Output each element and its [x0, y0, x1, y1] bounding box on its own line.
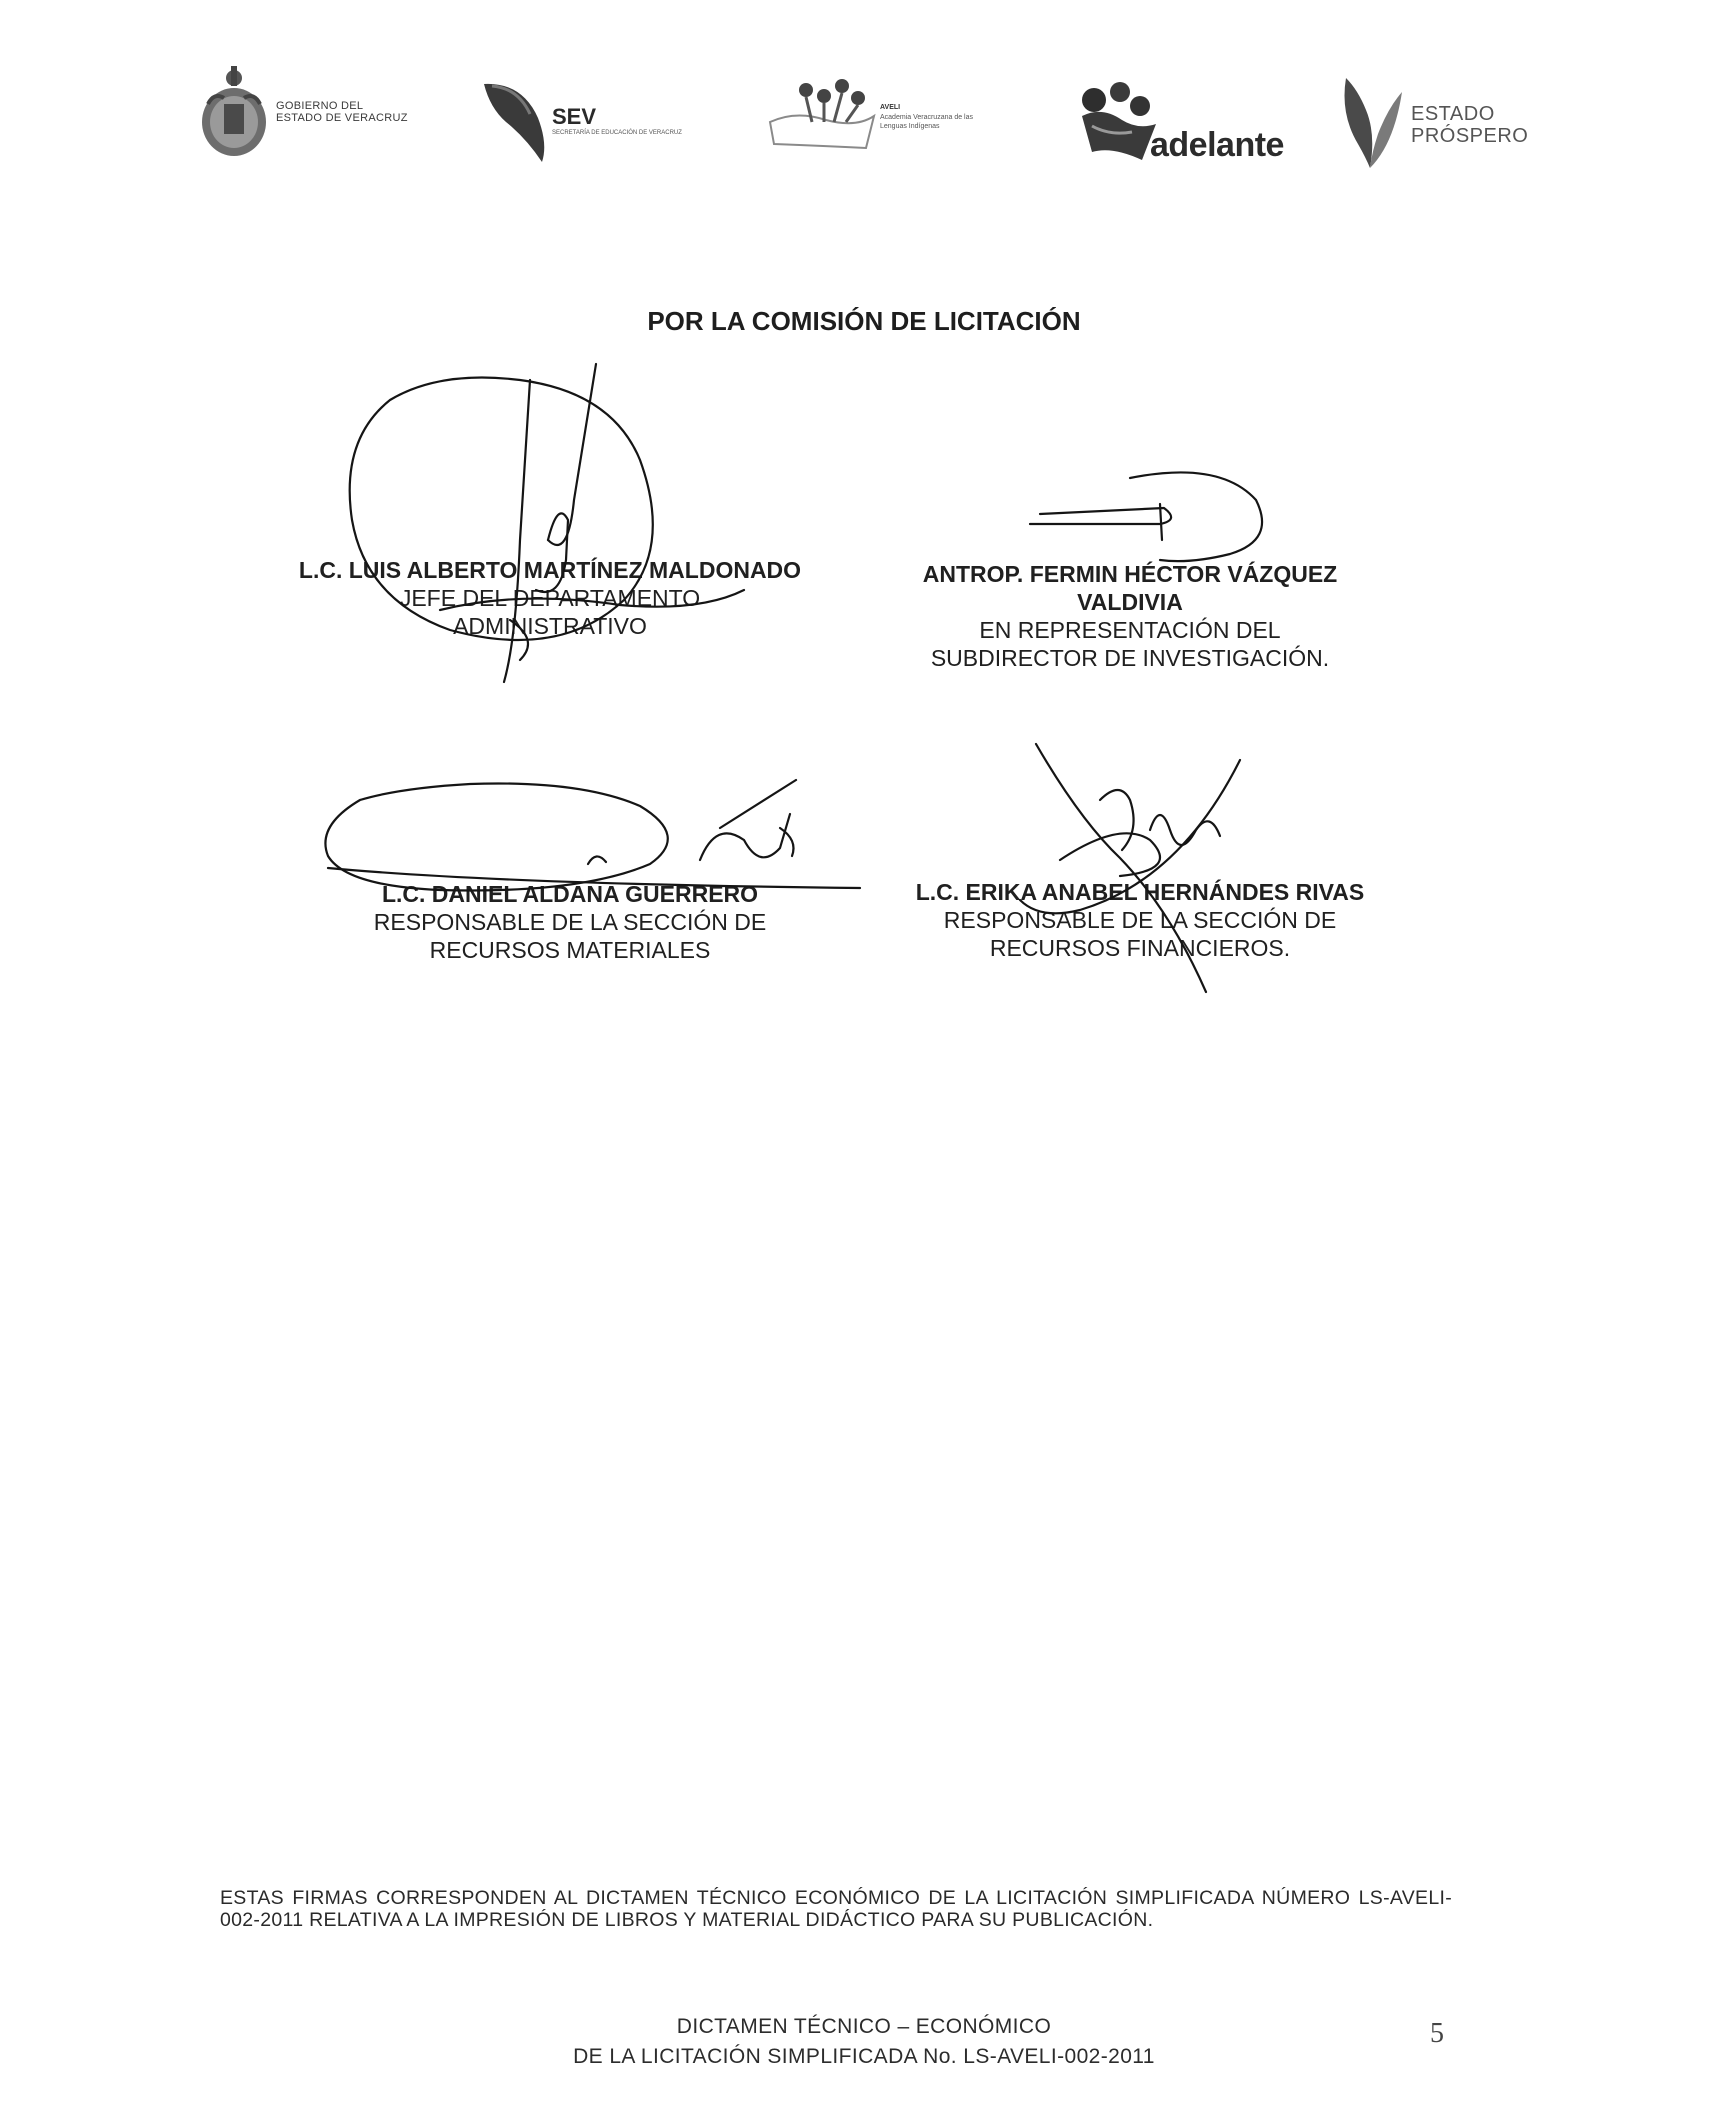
- estado-prospero-v-logo: [1336, 74, 1408, 170]
- signatory-name: L.C. ERIKA ANABEL HERNÁNDES RIVAS: [915, 879, 1365, 905]
- veracruz-crest-logo: [194, 64, 274, 160]
- signatory-block-3: [290, 880, 850, 964]
- signatory-role: JEFE DEL DEPARTAMENTO: [399, 585, 701, 611]
- sev-logo-subtitle: SECRETARÍA DE EDUCACIÓN DE VERACRUZ: [552, 130, 682, 136]
- signatory-name: ANTROP. FERMIN HÉCTOR VÁZQUEZ: [922, 561, 1338, 587]
- signatory-block-2: [880, 560, 1380, 672]
- signatory-name: L.C. DANIEL ALDANA GUERRERO: [381, 881, 759, 907]
- gobierno-logo-text: GOBIERNO DEL ESTADO DE VERACRUZ: [276, 100, 408, 124]
- signatory-block-1: [240, 556, 860, 640]
- document-footer: [0, 2012, 1728, 2072]
- signature-3: [325, 780, 860, 890]
- signatory-block-4: [870, 878, 1410, 962]
- signatory-role: RESPONSABLE DE LA SECCIÓN DE: [943, 907, 1337, 933]
- aveli-logo-acronym: AVELI: [880, 104, 901, 111]
- footer-line-2: DE LA LICITACIÓN SIMPLIFICADA No. LS-AVELI-002-2011: [573, 2045, 1155, 2068]
- estado-prospero-text: ESTADO PRÓSPERO: [1411, 103, 1529, 147]
- signatory-role: RECURSOS MATERIALES: [429, 937, 711, 963]
- sev-logo-acronym: SEV: [552, 104, 597, 129]
- page-number: 5: [1430, 2018, 1444, 2049]
- signatory-role: EN REPRESENTACIÓN DEL: [979, 617, 1281, 643]
- signatory-role: ADMINISTRATIVO: [453, 613, 647, 639]
- signatory-name: VALDIVIA: [1077, 589, 1183, 615]
- signatory-name: L.C. LUIS ALBERTO MARTÍNEZ MALDONADO: [298, 557, 802, 583]
- adelante-figures-logo: [1072, 76, 1162, 166]
- aveli-logo: [766, 76, 878, 152]
- sev-swoosh-logo: [482, 78, 554, 164]
- signature-2: [1030, 472, 1262, 561]
- adelante-logo-text: adelante: [1150, 126, 1284, 164]
- aveli-logo-subtitle: Academia Veracruzana de las Lenguas Indígenas: [880, 114, 973, 130]
- signatures-note: ESTAS FIRMAS CORRESPONDEN AL DICTAMEN TÉCNICO ECONÓMICO DE LA LICITACIÓN SIMPLIFICADA NÚMERO LS-AVELI-002-2011 RELATIVA A LA IMPRESIÓN DE LIBROS Y MATERIAL DIDÁCTICO PARA SU PUBLICACIÓN.: [220, 1887, 1452, 1931]
- signatory-role: SUBDIRECTOR DE INVESTIGACIÓN.: [930, 645, 1330, 671]
- signatory-role: RESPONSABLE DE LA SECCIÓN DE: [373, 909, 767, 935]
- commission-title: POR LA COMISIÓN DE LICITACIÓN: [647, 306, 1081, 336]
- footer-line-1: DICTAMEN TÉCNICO – ECONÓMICO: [676, 2015, 1052, 2038]
- signatory-role: RECURSOS FINANCIEROS.: [989, 935, 1291, 961]
